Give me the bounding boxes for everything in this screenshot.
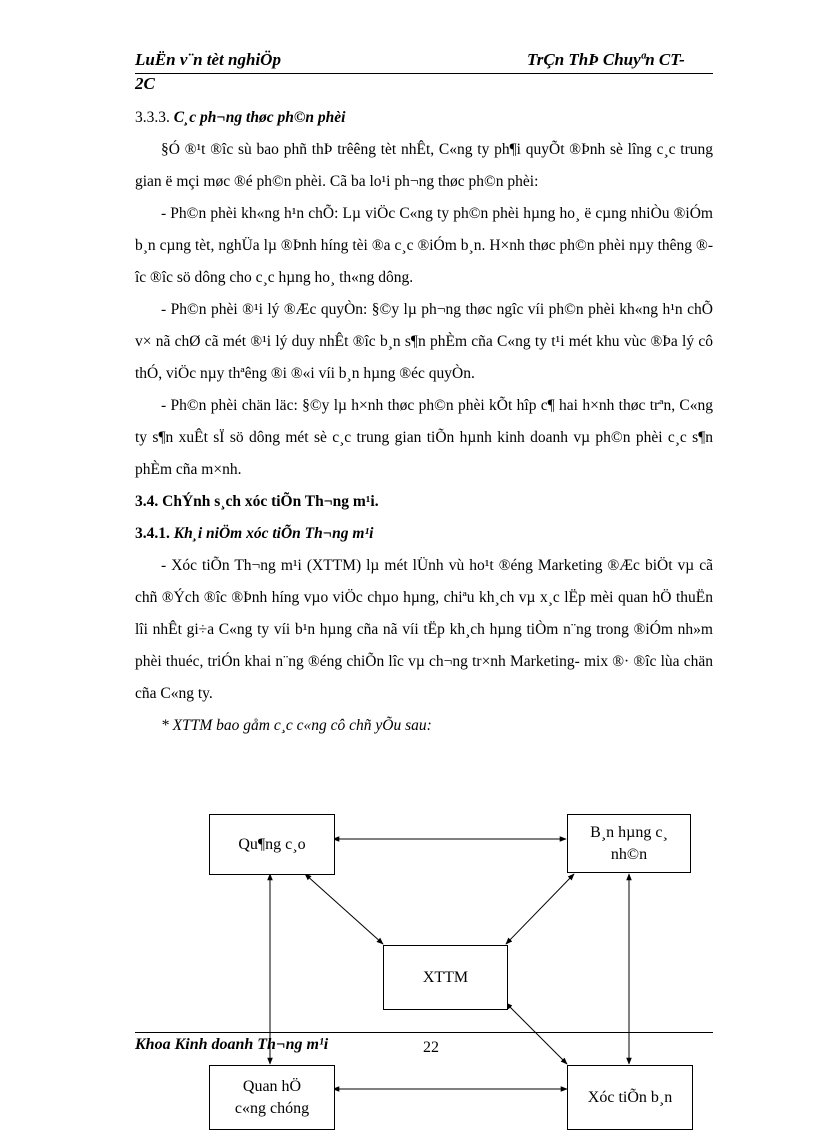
diagram-intro: * XTTM bao gåm c¸c c«ng cô chñ yÕu sau: bbox=[161, 717, 432, 734]
arrow-xttm-sales-promo bbox=[506, 1003, 567, 1064]
section-title: C¸c ph¬ng thøc ph©n phèi bbox=[173, 109, 346, 126]
box-sales-promotion: Xóc tiÕn b¸n bbox=[567, 1065, 693, 1130]
box-advertising: Qu¶ng c¸o bbox=[209, 814, 335, 875]
header-thesis-title: LuËn v¨n tèt nghiÖp bbox=[135, 50, 281, 69]
paragraph-3: - Ph©n phèi ®¹i lý ®Æc quyÒn: §©y lµ ph¬ng thøc ngîc víi ph©n phèi kh«ng h¹n chÕ v× nã chØ cã mét ®¹i lý duy nhÊt ®îc b¸n s¶n phÈm cña C«ng ty t¹i mét khu vùc ®Þa lý cô thÓ, viÖc nµy thªêng ®i ®«i víi b¸n hµng ®éc quyÒn. bbox=[135, 301, 713, 382]
section-number: 3.3.3. bbox=[135, 109, 170, 126]
pr-line-2: c«ng chóng bbox=[234, 1099, 310, 1117]
paragraph-5: - Xóc tiÕn Th¬ng m¹i (XTTM) lµ mét lÜnh vù ho¹t ®éng Marketing ®Æc biÖt vµ cã chñ ®Ých ®îc ®Þnh híng vµo viÖc chµo hµng, chiªu kh¸ch vµ x¸c lËp mèi quan hÖ thuËn lîi nhÊt gi÷a C«ng ty víi b¹n hµng cña nã víi tËp kh¸ch hµng tiÒm n¨ng trong ®iÓm nh»m phèi thuéc, triÓn khai n¨ng ®éng chiÕn lîc vµ ch¬ng tr×nh Marketing- mix ®· ®îc lùa chän cña C«ng ty. bbox=[135, 557, 713, 702]
footer-divider bbox=[135, 1032, 713, 1033]
header-author-continued: 2C bbox=[135, 74, 155, 93]
header-author: TrÇn ThÞ Chuyªn CT- bbox=[527, 50, 685, 69]
pr-line-1: Quan hÖ bbox=[242, 1077, 302, 1095]
paragraph-1: §Ó ®¹t ®îc sù bao phñ thÞ trêêng tèt nhÊt, C«ng ty ph¶i quyÕt ®Þnh sè lîng c¸c trung gian ë mçi møc ®é ph©n phèi. Cã ba lo¹i ph¬ng thøc ph©n phèi: bbox=[135, 141, 713, 190]
box-xttm: XTTM bbox=[383, 945, 508, 1010]
paragraph-2: - Ph©n phèi kh«ng h¹n chÕ: Lµ viÖc C«ng ty ph©n phèi hµng ho¸ ë cµng nhiÒu ®iÓm b¸n cµng tèt, nghÜa lµ ®Þnh híng tèi ®a c¸c ®iÓm b¸n. H×nh thøc ph©n phèi nµy thêng ®îc ®îc sö dông cho c¸c hµng ho¸ th«ng dông. bbox=[135, 205, 713, 286]
section-3-4-heading: 3.4. ChÝnh s¸ch xóc tiÕn Th¬ng m¹i. bbox=[135, 493, 379, 510]
subsection-title: Kh¸i niÖm xóc tiÕn Th¬ng m¹i bbox=[173, 525, 374, 542]
box-personal-sale: B¸n hµng c¸ nh©n bbox=[567, 814, 691, 873]
paragraph-4: - Ph©n phèi chän läc: §©y lµ h×nh thøc ph©n phèi kÕt hîp c¶ hai h×nh thøc trªn, C«ng ty s¶n xuÊt sÏ sö dông mét sè c¸c trung gian tiÕn hµnh kinh doanh vµ ph©n phèi c¸c s¶n phÈm cña m×nh. bbox=[135, 397, 713, 478]
subsection-number: 3.4.1. bbox=[135, 525, 170, 542]
page-number: 22 bbox=[423, 1039, 439, 1056]
box-public-relations bbox=[209, 1065, 335, 1130]
footer-faculty: Khoa Kinh doanh Th¬ng m¹i bbox=[135, 1036, 329, 1053]
arrow-ads-xttm bbox=[305, 874, 383, 944]
arrow-personal-sale-xttm bbox=[506, 874, 574, 944]
